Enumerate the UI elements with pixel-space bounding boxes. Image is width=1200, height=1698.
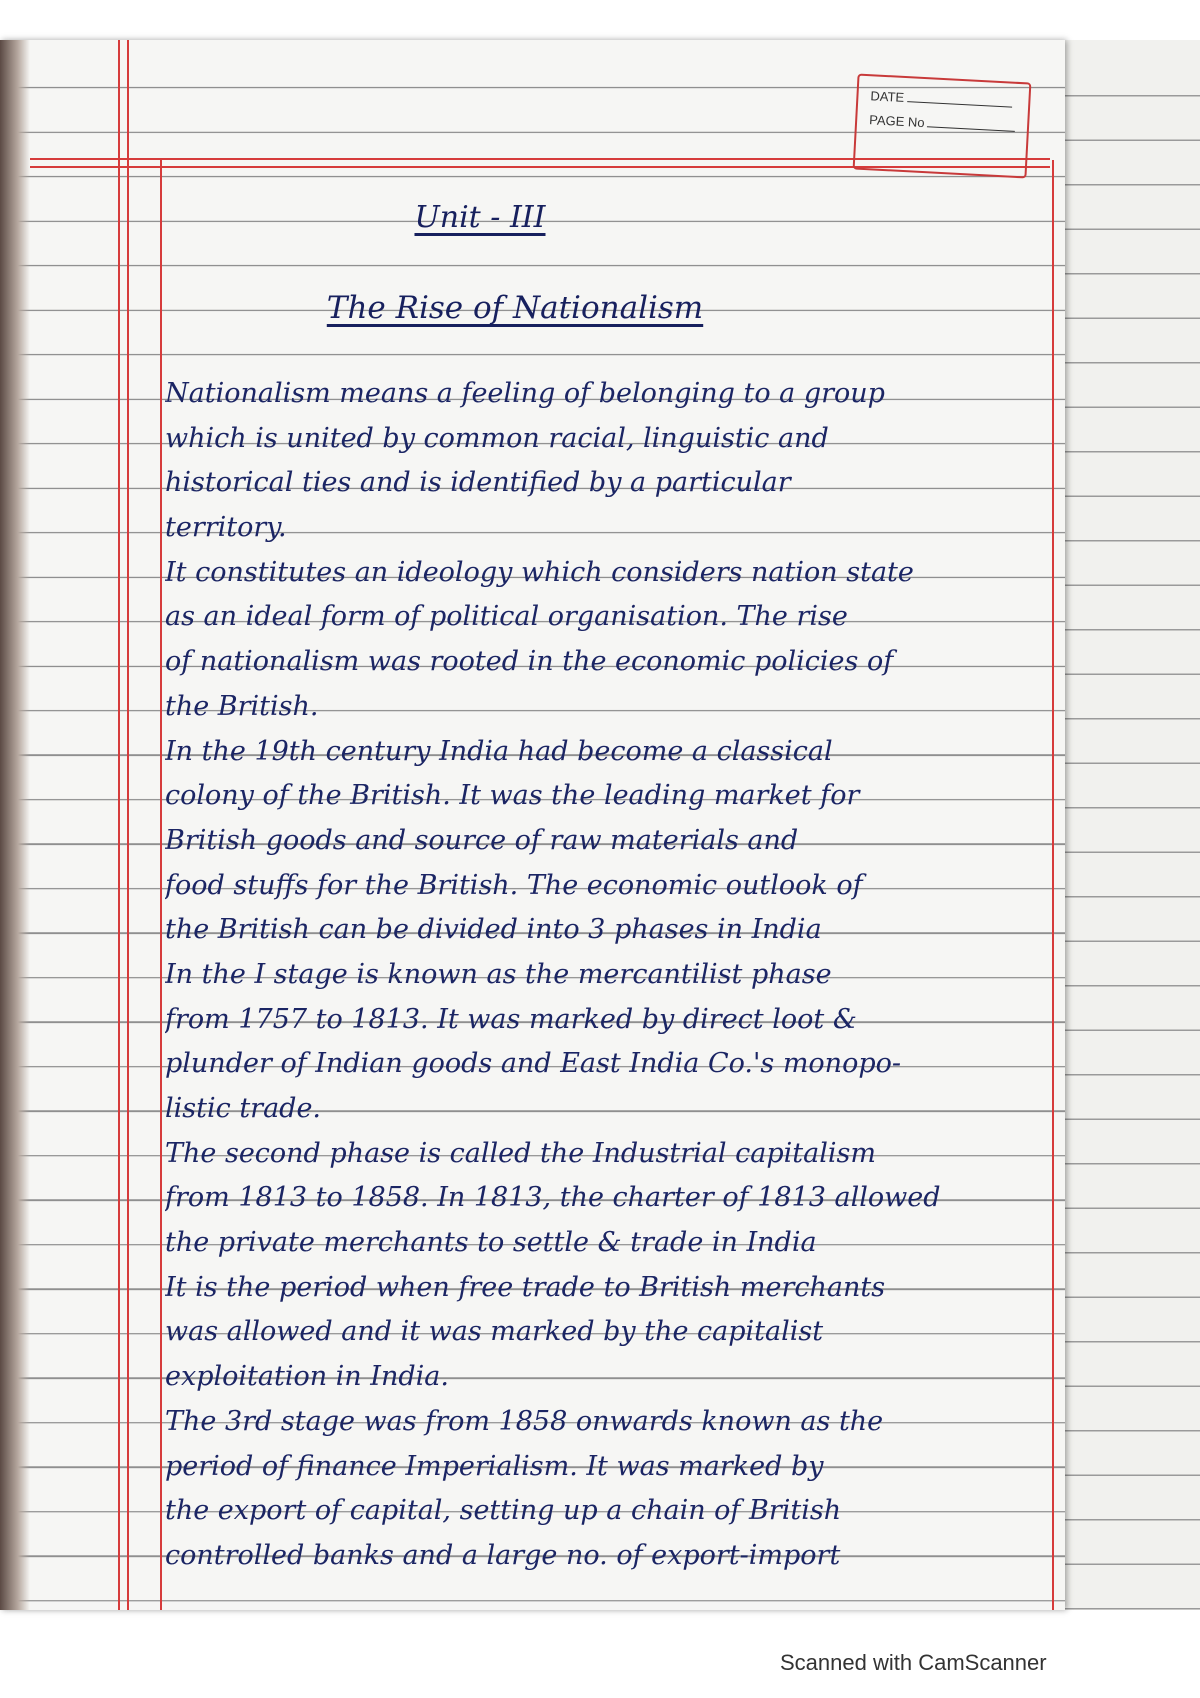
note-line: controlled banks and a large no. of export-import: [165, 1539, 841, 1571]
note-line: the export of capital, setting up a chain of British: [165, 1495, 842, 1527]
note-line: the British.: [165, 690, 319, 722]
note-line: It constitutes an ideology which considers nation state: [165, 556, 914, 588]
note-line: as an ideal form of political organisation. The rise: [165, 601, 848, 633]
note-line: plunder of Indian goods and East India Co.'s monopo-: [165, 1048, 901, 1080]
note-line: from 1757 to 1813. It was marked by direct loot &: [165, 1003, 857, 1035]
handwritten-notes: [165, 372, 1045, 1579]
note-line: of nationalism was rooted in the economic policies of: [165, 646, 894, 678]
page-title: The Rise of Nationalism: [326, 290, 704, 326]
note-line: from 1813 to 1858. In 1813, the charter of 1813 allowed: [165, 1182, 941, 1214]
left-margin-rule-inner: [127, 40, 129, 1610]
note-line: In the 19th century India had become a classical: [165, 735, 833, 767]
note-line: was allowed and it was marked by the capitalist: [165, 1316, 824, 1348]
note-line: period of finance Imperialism. It was marked by: [165, 1450, 824, 1482]
text-margin-rule: [160, 160, 162, 1610]
note-line: It is the period when free trade to British merchants: [165, 1271, 886, 1303]
note-line: the private merchants to settle & trade in India: [165, 1227, 817, 1259]
note-line: exploitation in India.: [165, 1361, 449, 1393]
note-line: In the I stage is known as the mercantilist phase: [165, 958, 832, 990]
note-line: Nationalism means a feeling of belonging to a group: [165, 378, 885, 409]
right-margin-rule: [1052, 160, 1054, 1610]
scanner-watermark: Scanned with CamScanner: [780, 1650, 1047, 1675]
note-line: which is united by common racial, linguistic and: [165, 422, 829, 454]
note-line: food stuffs for the British. The economic outlook of: [165, 869, 863, 901]
note-line: British goods and source of raw materials and: [165, 824, 799, 856]
note-line: historical ties and is identified by a particular: [165, 467, 791, 499]
note-line: The 3rd stage was from 1858 onwards known as the: [165, 1405, 884, 1437]
date-page-box: [853, 74, 1032, 179]
left-margin-rule: [118, 40, 120, 1610]
note-line: The second phase is called the Industrial capitalism: [165, 1137, 876, 1169]
page-number-label: PAGE No: [868, 112, 925, 131]
page-number-field: [869, 112, 1016, 135]
unit-heading: Unit - III: [414, 200, 546, 235]
note-line: colony of the British. It was the leading market for: [165, 780, 860, 812]
note-line: territory.: [165, 512, 287, 544]
note-line: the British can be divided into 3 phases in India: [165, 914, 822, 946]
date-label: DATE: [870, 88, 905, 105]
date-field: [870, 88, 1012, 110]
note-line: listic trade.: [165, 1093, 322, 1124]
adjacent-page-edge: [1050, 40, 1200, 1610]
notebook-spine: [0, 40, 30, 1610]
